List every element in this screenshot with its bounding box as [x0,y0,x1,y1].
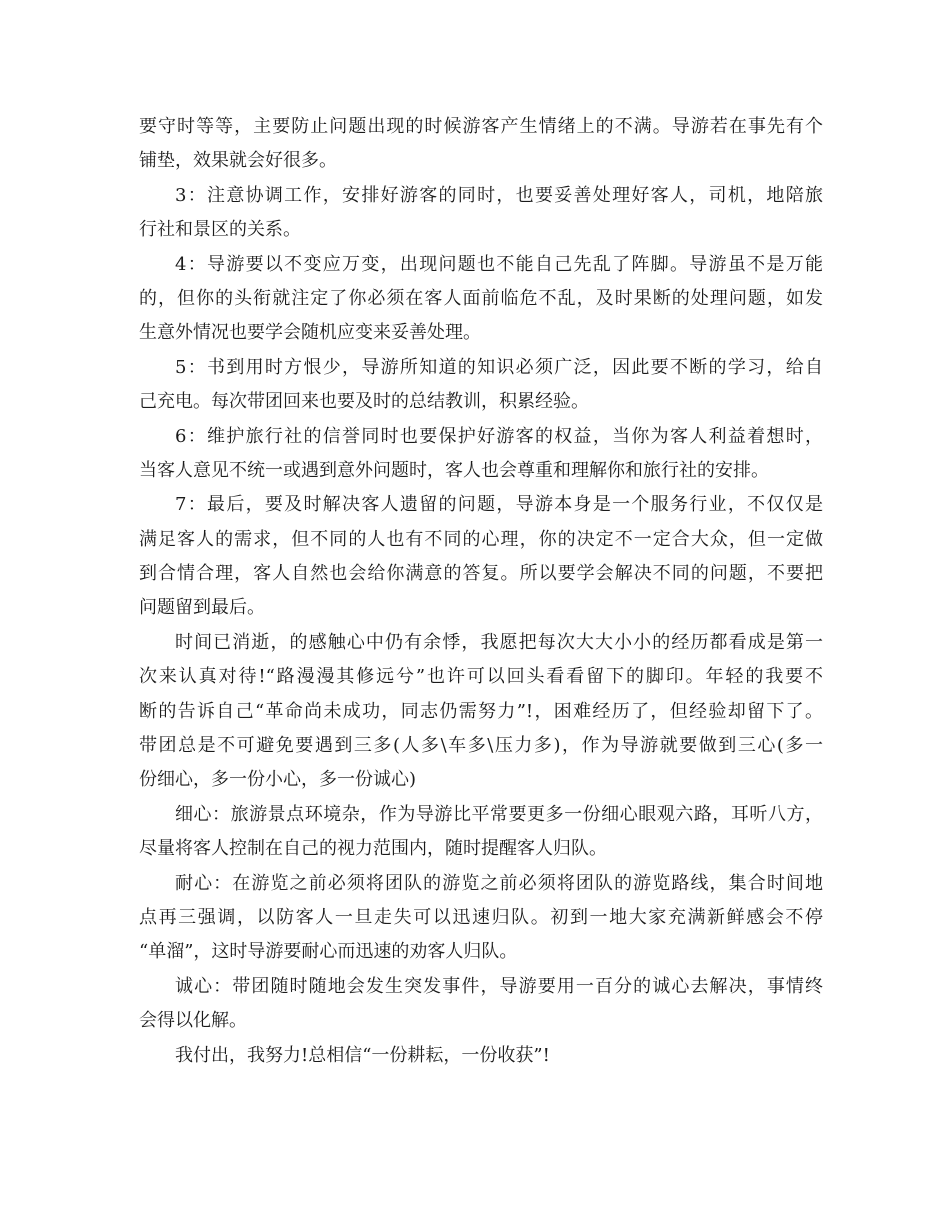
paragraph-careful [139,798,823,867]
text-line: 耐心：在游览之前必须将团队的游览之前必须将团队的游览路线，集合时间地 [175,872,823,894]
text-line: 我付出，我努力!总相信“一份耕耘，一份收获”! [175,1044,550,1066]
text-line: 问题留到最后。 [139,597,265,619]
text-line: 时间已消逝，的感触心中仍有余悸，我愿把每次大大小小的经历都看成是第一 [175,631,823,653]
text-line: 3：注意协调工作，安排好游客的同时，也要妥善处理好客人，司机，地陪旅 [175,184,823,206]
text-line: 满足客人的需求，但不同的人也有不同的心理，你的决定不一定合大众，但一定做 [139,528,823,550]
text-line: 行社和景区的关系。 [139,219,301,241]
text-line: 断的告诉自己“革命尚未成功，同志仍需努力”!，困难经历了，但经验却留下了。 [139,700,823,722]
text-line: 己充电。每次带团回来也要及时的总结教训，积累经验。 [139,391,589,413]
text-line: “单溜”，这时导游要耐心而迅速的劝客人归队。 [139,941,518,963]
paragraph-reflection [139,626,823,798]
text-line: 生意外情况也要学会随机应变来妥善处理。 [139,322,481,344]
text-line: 会得以化解。 [139,1010,247,1032]
paragraph-tip-4 [139,248,823,351]
text-line: 6：维护旅行社的信誉同时也要保护好游客的权益，当你为客人利益着想时， [175,425,823,447]
paragraph-sincere [139,970,823,1039]
text-line: 要守时等等，主要防止问题出现的时候游客产生情绪上的不满。导游若在事先有个 [139,116,823,137]
text-line: 次来认真对待!“路漫漫其修远兮”也许可以回头看看留下的脚印。年轻的我要不 [139,666,823,688]
text-line: 点再三强调，以防客人一旦走失可以迅速归队。初到一地大家充满新鲜感会不停 [139,906,823,928]
paragraph-tip-3 [139,179,823,248]
text-line: 带团总是不可避免要遇到三多(人多\车多\压力多)，作为导游就要做到三心(多一 [139,735,823,757]
paragraph-tip-5 [139,351,823,420]
text-line: 4：导游要以不变应万变，出现问题也不能自己先乱了阵脚。导游虽不是万能 [175,253,823,275]
text-line: 5：书到用时方恨少，导游所知道的知识必须广泛，因此要不断的学习，给自 [175,356,823,378]
text-line: 尽量将客人控制在自己的视力范围内，随时提醒客人归队。 [139,838,607,860]
text-line: 到合情合理，客人自然也会给你满意的答复。所以要学会解决不同的问题，不要把 [139,563,823,585]
text-line: 份细心，多一份小心，多一份诚心) [139,769,417,791]
paragraph-tip-7 [139,488,823,626]
paragraph-patient [139,867,823,970]
text-line: 铺垫，效果就会好很多。 [139,150,337,172]
text-line: 的，但你的头衔就注定了你必须在客人面前临危不乱，及时果断的处理问题，如发 [139,287,823,309]
text-line: 细心：旅游景点环境杂，作为导游比平常要更多一份细心眼观六路，耳听八方， [175,803,823,825]
paragraph-tip-6 [139,420,823,489]
document-body [139,110,823,1073]
paragraph-continuation [139,110,823,179]
paragraph-closing [139,1039,823,1073]
text-line: 7：最后，要及时解决客人遗留的问题，导游本身是一个服务行业，不仅仅是 [175,494,823,516]
text-line: 诚心：带团随时随地会发生突发事件，导游要用一百分的诚心去解决，事情终 [175,975,823,997]
text-line: 当客人意见不统一或遇到意外问题时，客人也会尊重和理解你和旅行社的安排。 [139,459,769,481]
